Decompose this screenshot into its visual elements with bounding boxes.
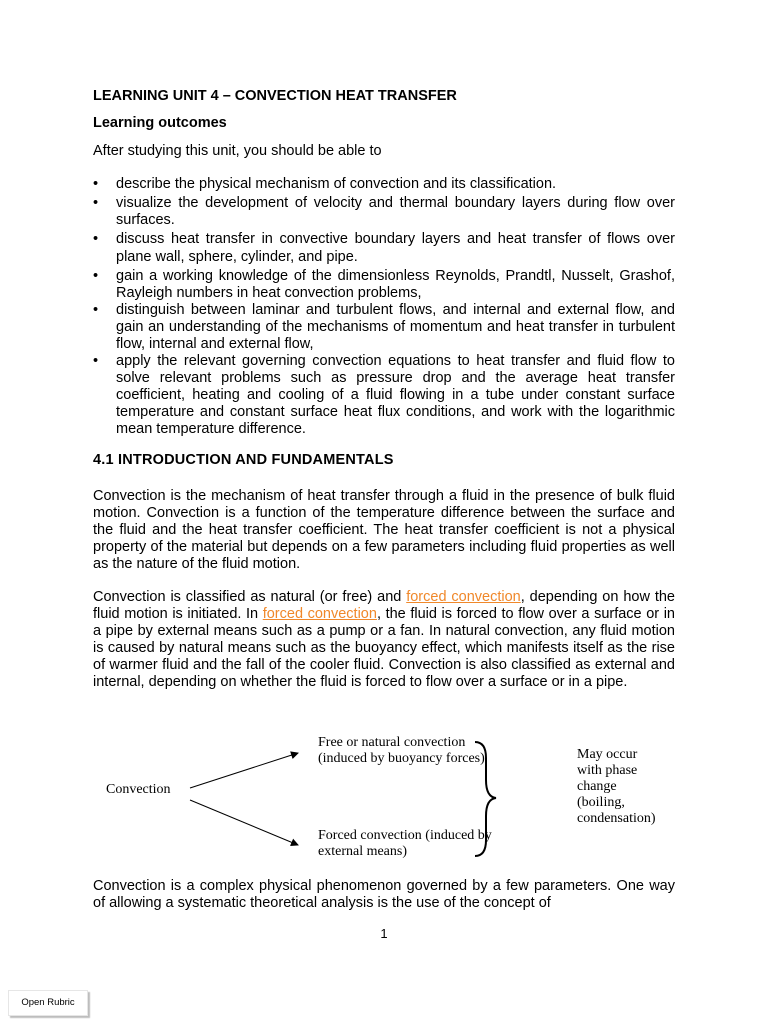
unit-title: LEARNING UNIT 4 – CONVECTION HEAT TRANSFER	[93, 88, 457, 104]
text: Convection is classified as natural (or free) and	[93, 589, 407, 605]
forced-convection-link[interactable]: forced convection	[406, 589, 521, 605]
text: external means)	[318, 844, 408, 859]
outcomes-heading: Learning outcomes	[93, 115, 227, 131]
text: May occur	[577, 747, 638, 762]
outcomes-list	[93, 176, 675, 438]
list-item	[93, 353, 675, 438]
intro-text: After studying this unit, you should be able to	[93, 143, 382, 159]
forced-convection-link[interactable]: forced convection	[262, 606, 377, 622]
list-item	[93, 230, 675, 266]
bullet-icon: •	[93, 268, 99, 284]
text: Forced convection (induced by	[318, 828, 492, 843]
list-item	[93, 302, 675, 353]
list-item-text: distinguish between laminar and turbulent flows, and internal and external flow, and gain an understanding of the mechanisms of momentum and heat transfer in turbulent flow, internal and external flow,	[116, 302, 675, 352]
list-item-text: visualize the development of velocity and thermal boundary layers during flow over surfaces.	[116, 195, 675, 228]
arrow-to-forced	[190, 800, 298, 845]
text: condensation)	[577, 811, 656, 826]
bullet-icon: •	[93, 353, 99, 369]
text: (induced by buoyancy forces)	[318, 751, 485, 766]
list-item	[93, 195, 675, 229]
page-number: 1	[380, 926, 388, 941]
list-item-text: apply the relevant governing convection equations to heat transfer and fluid flow to solve relevant problems such as pressure drop and the average heat transfer coefficient, heating and cooling of a fluid flowing in a tube under constant surface temperature and constant surface heat flux conditions, and work with the logarithmic mean temperature difference.	[116, 353, 675, 437]
bullet-icon: •	[93, 302, 99, 318]
list-item-text: gain a working knowledge of the dimensionless Reynolds, Prandtl, Nusselt, Grashof, Rayleigh numbers in heat convection problems,	[116, 268, 675, 301]
text: change	[577, 779, 617, 794]
text: , the fluid is forced to flow over a surface or in a pipe by external means such as a pump or a fan. In natural convection, any fluid motion is caused by natural means such as the buoyancy effect, which manifests itself as the rise of warmer fluid and the fall of the cooler fluid. Convection is also classified as external and internal, depending on whether the fluid is forced to flow over a surface or in a pipe.	[93, 606, 675, 690]
list-item-text: describe the physical mechanism of convection and its classification.	[116, 176, 557, 192]
bullet-icon: •	[93, 195, 99, 211]
bullet-icon: •	[93, 231, 99, 247]
paragraph-2	[93, 589, 675, 691]
diagram-root: Convection	[106, 782, 171, 797]
forced-convection-label	[318, 828, 492, 860]
convection-classification-diagram	[90, 720, 690, 870]
open-rubric-button[interactable]: Open Rubric	[8, 990, 88, 1016]
text: , depending on how the fluid motion is initiated. In	[93, 589, 675, 622]
text: Free or natural convection	[318, 735, 466, 750]
natural-convection-label	[318, 735, 485, 767]
list-item	[93, 176, 675, 193]
arrow-to-natural	[190, 753, 298, 788]
list-item-text: discuss heat transfer in convective boundary layers and heat transfer of flows over plane wall, sphere, cylinder, and pipe.	[116, 231, 675, 265]
bullet-icon: •	[93, 176, 99, 192]
section-heading: 4.1 INTRODUCTION AND FUNDAMENTALS	[93, 452, 394, 468]
paragraph-3: Convection is a complex physical phenomenon governed by a few parameters. One way of allowing a systematic theoretical analysis is the use of the concept of	[93, 878, 675, 911]
paragraph-1: Convection is the mechanism of heat transfer through a fluid in the presence of bulk fluid motion. Convection is a function of the temperature difference between the surface and the fluid and the heat transfer coefficient. The heat transfer coefficient is not a physical property of the material but depends on a few parameters including fluid properties as well as the nature of the fluid motion.	[93, 488, 675, 572]
list-item	[93, 268, 675, 302]
phase-change-note	[577, 747, 656, 827]
text: with phase	[577, 763, 638, 778]
text: (boiling,	[577, 795, 625, 810]
